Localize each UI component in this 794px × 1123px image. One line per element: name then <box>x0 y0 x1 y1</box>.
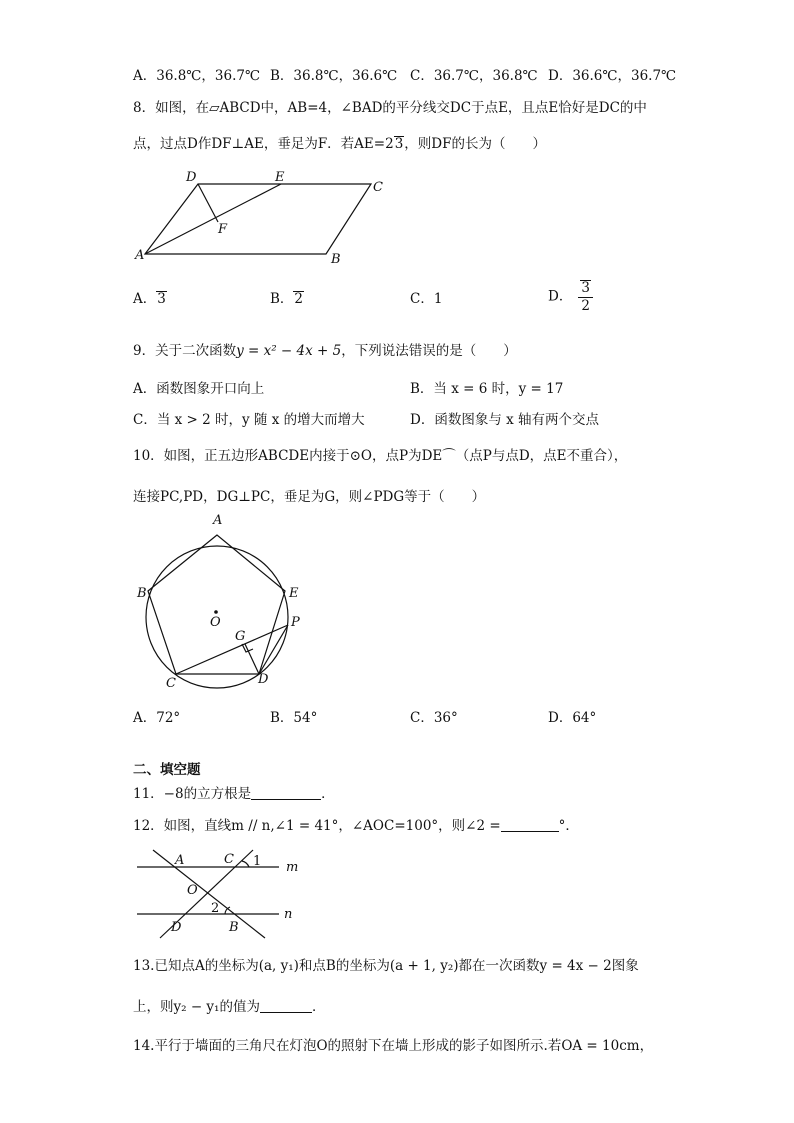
label-c: C <box>224 852 234 867</box>
label-e: E <box>289 586 299 601</box>
label-1: 1 <box>253 854 262 869</box>
q10-option-a: A．72° <box>133 710 181 726</box>
label-o: O <box>187 883 198 898</box>
q9-formula: y = x² − 4x + 5 <box>236 343 342 359</box>
answer-blank <box>251 785 321 800</box>
q7-option-d: D．36.6℃，36.7℃ <box>548 68 677 84</box>
q9-option-b: B．当 x = 6 时，y = 17 <box>410 381 564 397</box>
label-b: B <box>229 920 239 935</box>
q8-stem-line2: 点，过点D作DF⊥AE，垂足为F．若AE=23，则DF的长为（ ） <box>133 136 546 152</box>
q7-option-a: A．36.8℃，36.7℃ <box>133 68 261 84</box>
q11-stem: 11．−8的立方根是 ． <box>133 786 335 802</box>
q8-stem-line1: 8．如图，在▱ABCD中，AB=4，∠BAD的平分线交DC于点E，且点E恰好是DC的中 <box>133 100 647 116</box>
section-title: 二、填空题 <box>133 762 201 778</box>
q10-stem-line1: 10．如图，正五边形ABCDE内接于⊙O，点P为DE⌒（点P与点D，点E不重合）， <box>133 448 628 464</box>
label-2: 2 <box>211 901 220 916</box>
answer-blank <box>501 817 559 832</box>
label-b: B <box>137 586 147 601</box>
label-g: G <box>235 629 246 644</box>
label-a: A <box>135 248 145 263</box>
q9-stem: 9．关于二次函数y = x² − 4x + 5，下列说法错误的是（ ） <box>133 343 517 359</box>
label-e: E <box>275 170 285 185</box>
label-d: D <box>186 170 197 185</box>
q13-stem-line2: 上，则y₂ − y₁的值为 ． <box>133 999 326 1015</box>
q7-option-b: B．36.8℃，36.6℃ <box>270 68 398 84</box>
q9-option-a: A．函数图象开口向上 <box>133 381 265 397</box>
label-b: B <box>331 252 341 267</box>
segment-df <box>198 184 218 222</box>
q12-stem: 12．如图，直线m // n,∠1 = 41°，∠AOC=100°，则∠2 = °． <box>133 818 579 834</box>
label-f: F <box>218 222 228 237</box>
q10-stem-line2: 连接PC,PD，DG⊥PC，垂足为G，则∠PDG等于（ ） <box>133 489 486 505</box>
parallel-lines-figure <box>135 850 305 940</box>
label-a: A <box>175 853 185 868</box>
q13-stem-line1: 13.已知点A的坐标为(a, y₁)和点B的坐标为(a + 1, y₂)都在一次函数y = 4x − 2图象 <box>133 958 639 974</box>
q14-stem-line1: 14.平行于墙面的三角尺在灯泡O的照射下在墙上形成的影子如图所示.若OA = 10cm， <box>133 1038 654 1054</box>
q8-option-d: D． $\frac{3}{2}$ <box>548 280 593 314</box>
q8-option-c: C．1 <box>410 291 443 307</box>
label-m: m <box>286 860 299 875</box>
angle-1-arc <box>242 861 249 867</box>
sqrt-3: 3 <box>394 136 404 152</box>
q9-option-c: C．当 x > 2 时，y 随 x 的增大而增大 <box>133 412 365 428</box>
segment-ae <box>145 184 281 254</box>
label-c: C <box>166 676 176 691</box>
q10-option-d: D．64° <box>548 710 597 726</box>
parallelogram-abcd <box>145 184 371 254</box>
pentagon-circle-figure <box>135 513 310 695</box>
transversal-ab <box>153 850 265 938</box>
segment-pd <box>259 625 288 674</box>
q8-option-b: B．2 <box>270 291 304 307</box>
segment-pc <box>176 625 288 674</box>
label-a: A <box>213 513 223 528</box>
label-d: D <box>258 672 269 687</box>
q10-option-b: B．54° <box>270 710 318 726</box>
center-dot <box>214 610 218 614</box>
pentagon-abcde <box>148 535 285 674</box>
q7-option-c: C．36.7℃，36.8℃ <box>410 68 538 84</box>
label-n: n <box>284 907 293 922</box>
label-c: C <box>373 180 383 195</box>
q8-option-a: A．3 <box>133 291 166 307</box>
label-p: P <box>291 615 300 630</box>
answer-blank <box>260 998 312 1013</box>
label-o: O <box>210 615 221 630</box>
label-d: D <box>171 920 182 935</box>
segment-dg <box>245 644 259 674</box>
q9-option-d: D．函数图象与 x 轴有两个交点 <box>410 412 600 428</box>
parallelogram-figure <box>130 165 400 270</box>
q10-option-c: C．36° <box>410 710 458 726</box>
